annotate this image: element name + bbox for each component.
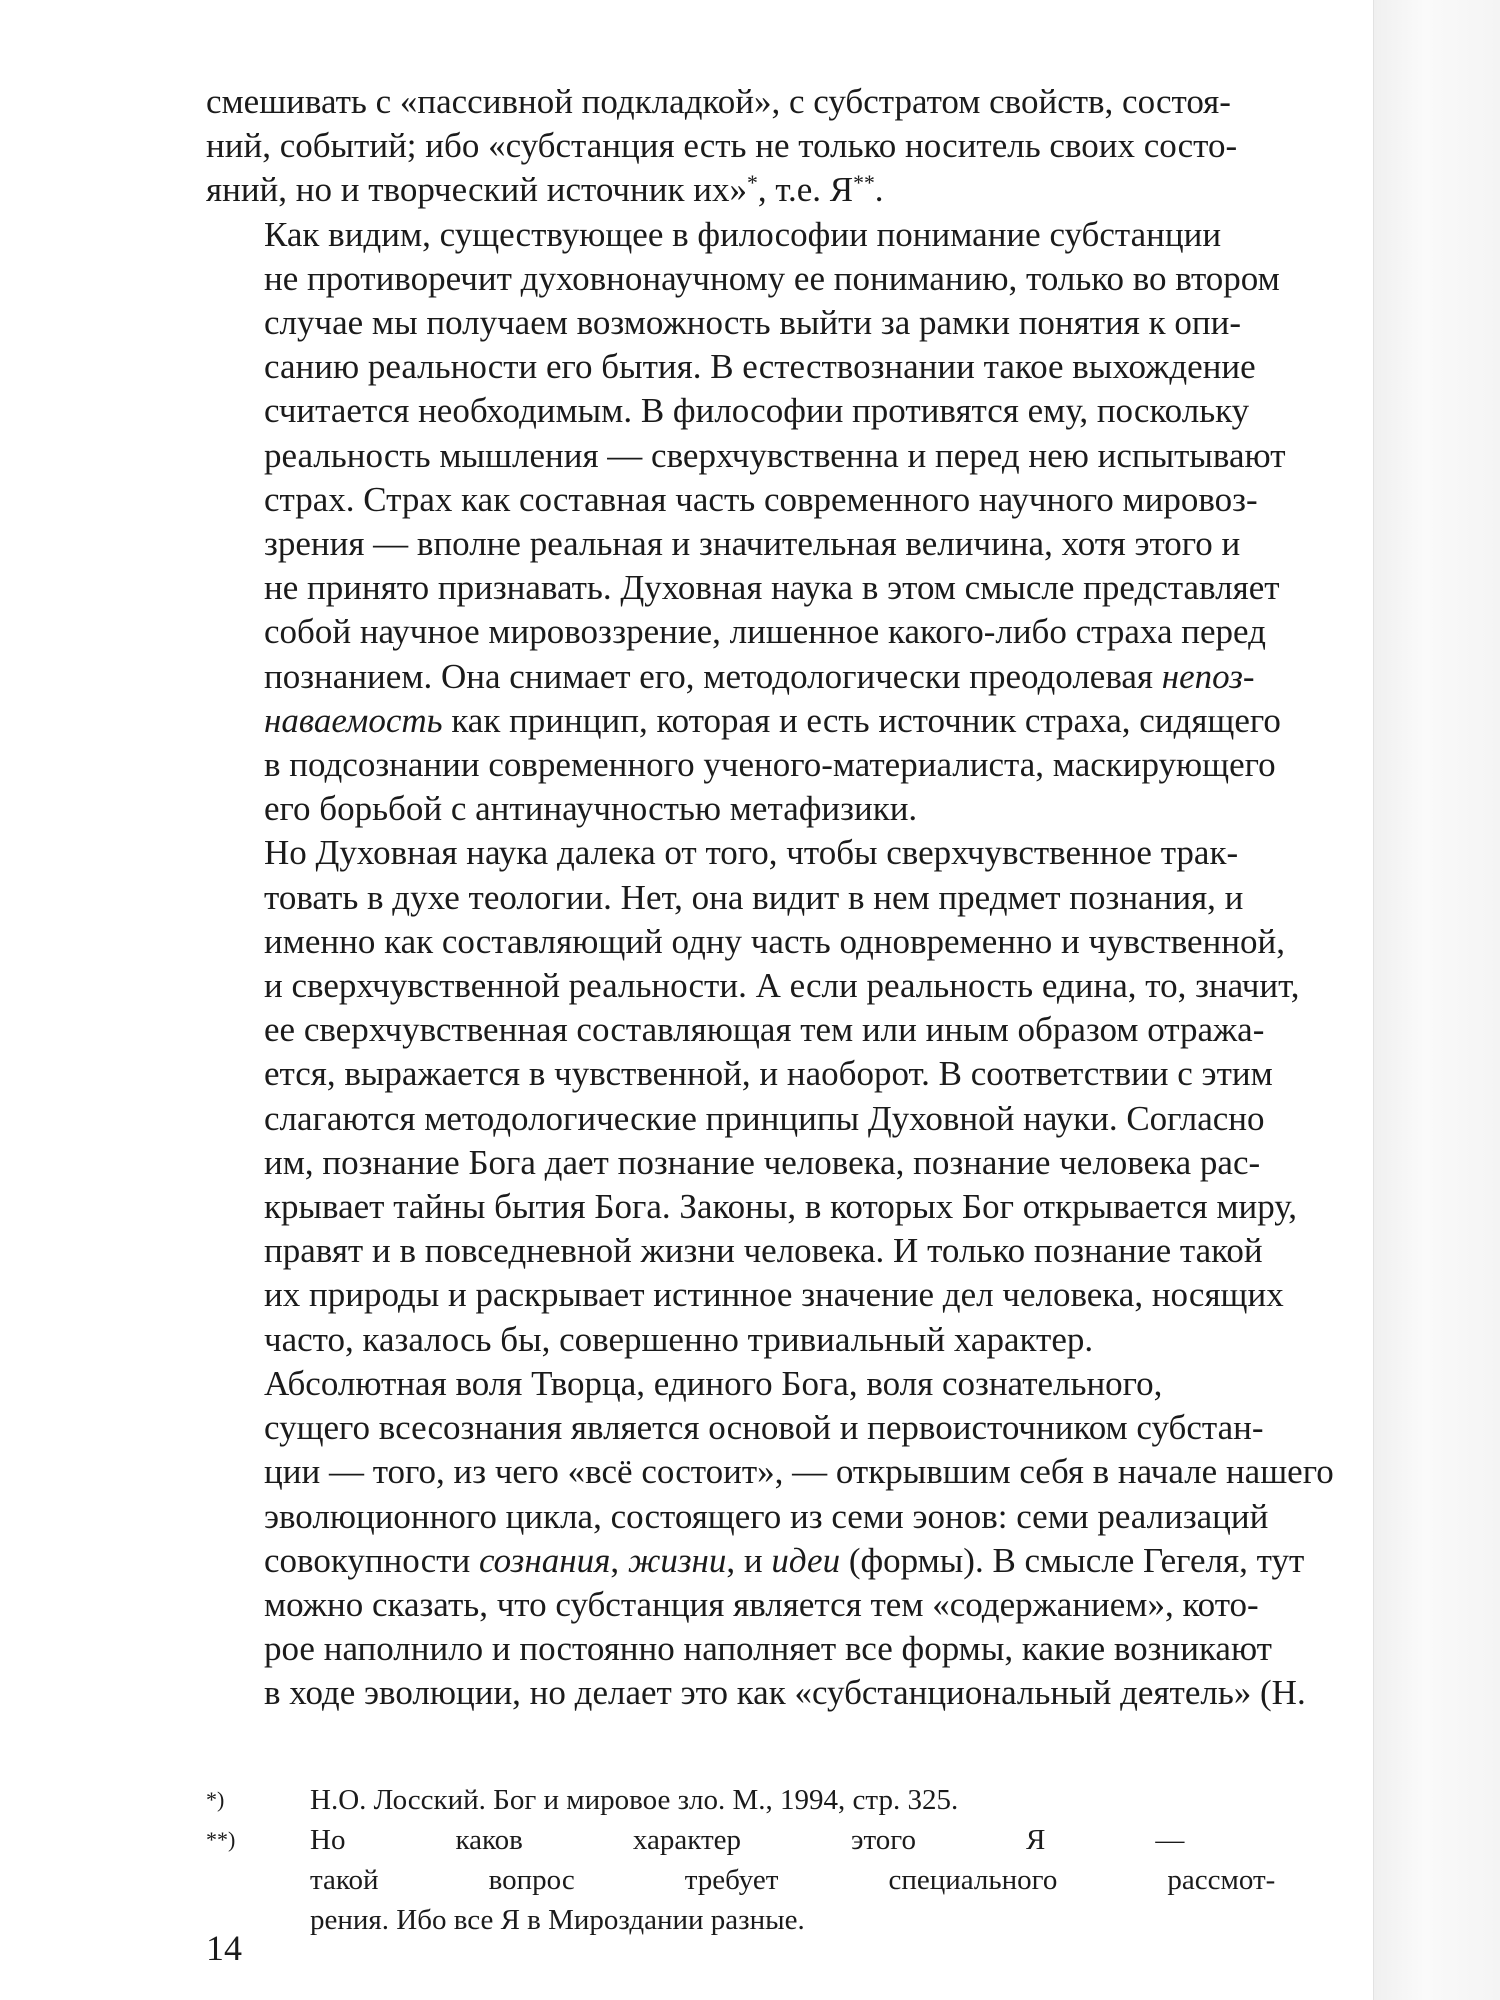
footnote-1 xyxy=(206,1780,1338,1820)
text-line: правят и в повседневной жизни человека. И только познание такой xyxy=(264,1231,1263,1271)
body-text xyxy=(206,80,1338,1716)
text-line: зрения — вполне реальная и значительная величина, хотя этого и xyxy=(264,524,1241,564)
footnote-text: Но каков характер этого Я — такой вопрос требует специального рассмот- xyxy=(310,1824,1276,1896)
text-line: им, познание Бога дает познание человека, познание человека рас- xyxy=(264,1142,1261,1182)
text-line: товать в духе теологии. Нет, она видит в нем предмет познания, и xyxy=(264,877,1244,917)
text-line: именно как составляющий одну часть одновременно и чувственной, xyxy=(264,921,1285,961)
text-line: случае мы получаем возможность выйти за рамки понятия к опи- xyxy=(264,303,1241,343)
text-line: не принято признавать. Духовная наука в этом смысле представляет xyxy=(264,568,1280,608)
text-fragment: . xyxy=(874,170,884,210)
text-line: в ходе эволюции, но делает это как «субстанциональный деятель» (Н. xyxy=(264,1673,1306,1713)
text-line: их природы и раскрывает истинное значение дел человека, носящих xyxy=(264,1275,1284,1315)
text-line: не противоречит духовнонаучному ее пониманию, только во втором xyxy=(264,258,1280,298)
text-line: крывает тайны бытия Бога. Законы, в которых Бог открывается миру, xyxy=(264,1187,1298,1227)
text-line xyxy=(206,699,1338,743)
italic-term: сознания xyxy=(478,1540,611,1580)
text-fragment: , т.е. Я xyxy=(757,170,854,210)
text-line: слагаются методологические принципы Духовной науки. Согласно xyxy=(264,1098,1265,1138)
text-line: ции — того, из чего «всё состоит», — открывшим себя в начале нашего xyxy=(264,1452,1334,1492)
text-line: сущего всесознания является основой и первоисточником субстан- xyxy=(264,1408,1264,1448)
footnote-mark: *) xyxy=(206,1787,225,1812)
text-line xyxy=(206,655,1338,699)
paragraph-1 xyxy=(206,80,1338,213)
paragraph-4 xyxy=(206,1362,1338,1716)
italic-term: жизни xyxy=(627,1540,727,1580)
footnote-text: рения. Ибо все Я в Мироздании разные. xyxy=(310,1904,805,1936)
text-line: санию реальности его бытия. В естествознании такое выхождение xyxy=(264,347,1256,387)
text-line: и сверхчувственной реальности. А если реальность едина, то, значит, xyxy=(264,966,1300,1006)
footnote-text: Н.О. Лосский. Бог и мировое зло. М., 1994, стр. 325. xyxy=(310,1784,959,1816)
text-line: Как видим, существующее в философии понимание субстанции xyxy=(264,214,1222,254)
text-line: рое наполнило и постоянно наполняет все формы, какие возникают xyxy=(264,1629,1272,1669)
italic-term: непоз- xyxy=(1161,656,1255,696)
text-line xyxy=(206,1539,1338,1583)
text-line: смешивать с «пассивной подкладкой», с субстратом свойств, состоя- xyxy=(206,82,1231,121)
text-line: реальность мышления — сверхчувственна и перед нею испытывают xyxy=(264,435,1286,475)
page-number: 14 xyxy=(206,1928,242,1968)
text-line: Но Духовная наука далека от того, чтобы сверхчувственное трак- xyxy=(264,833,1239,873)
adjacent-page-edge xyxy=(1373,0,1500,2000)
footnote-mark: **) xyxy=(206,1827,236,1852)
footnote-2 xyxy=(206,1820,1338,1940)
text-fragment: яний, но и творческий источник их» xyxy=(206,170,747,210)
text-line: его борьбой с антинаучностью метафизики. xyxy=(264,789,918,829)
text-line: страх. Страх как составная часть современного научного мировоз- xyxy=(264,479,1258,519)
italic-term: идеи xyxy=(771,1540,841,1580)
text-line: часто, казалось бы, совершенно тривиальный характер. xyxy=(264,1319,1094,1359)
text-line: считается необходимым. В философии противятся ему, поскольку xyxy=(264,391,1250,431)
text-line: ее сверхчувственная составляющая тем или иным образом отража- xyxy=(264,1010,1265,1050)
text-line: в подсознании современного ученого-материалиста, маскирующего xyxy=(264,745,1276,785)
paragraph-3 xyxy=(206,831,1338,1361)
text-fragment: , xyxy=(610,1540,628,1580)
footnote-ref-2: ** xyxy=(853,171,875,196)
text-line: ний, событий; ибо «субстанция есть не только носитель своих состо- xyxy=(206,126,1238,166)
text-line: эволюционного цикла, состоящего из семи эонов: семи реализаций xyxy=(264,1496,1269,1536)
footnote-ref-1: * xyxy=(746,171,758,196)
text-fragment: (формы). В смысле Гегеля, тут xyxy=(840,1540,1305,1580)
text-line xyxy=(206,168,1338,212)
paragraph-2 xyxy=(206,213,1338,832)
italic-term: наваемость xyxy=(264,700,443,740)
text-fragment: как принцип, которая и есть источник страха, сидящего xyxy=(442,700,1281,740)
footnotes xyxy=(206,1780,1338,1940)
text-line: собой научное мировоззрение, лишенное какого-либо страха перед xyxy=(264,612,1266,652)
text-line: можно сказать, что субстанция является тем «содержанием», кото- xyxy=(264,1584,1259,1624)
text-fragment: совокупности xyxy=(264,1540,479,1580)
text-line: ется, выражается в чувственной, и наоборот. В соответствии с этим xyxy=(264,1054,1273,1094)
text-fragment: , и xyxy=(726,1540,772,1580)
text-line: Абсолютная воля Творца, единого Бога, воля сознательного, xyxy=(264,1363,1163,1403)
text-fragment: познанием. Она снимает его, методологически преодолевая xyxy=(264,656,1162,696)
